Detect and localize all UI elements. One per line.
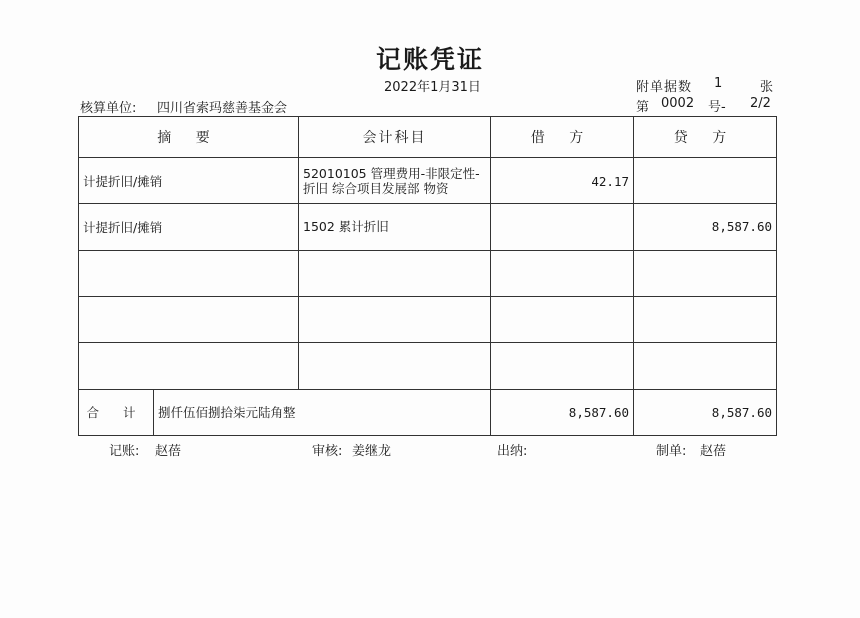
voucher-page: 2/2 xyxy=(750,96,771,111)
total-row xyxy=(79,389,777,435)
row-account-line1: 1502 累计折旧 xyxy=(303,219,389,235)
col-header-summary: 摘 要 xyxy=(79,117,299,158)
table-row xyxy=(79,204,777,250)
row-account-line1: 52010105 管理费用-非限定性- xyxy=(303,165,480,181)
voucher-table xyxy=(78,116,777,436)
voucher-number-suffix: 号- xyxy=(708,100,726,115)
total-amount-words: 捌仟伍佰捌拾柒元陆角整 xyxy=(154,389,491,435)
attachments-unit: 张 xyxy=(760,80,774,95)
bookkeeper-name: 赵蓓 xyxy=(155,444,182,459)
voucher-title: 记账凭证 xyxy=(375,45,484,74)
row-summary xyxy=(79,343,299,389)
row-account xyxy=(299,296,491,342)
table-row xyxy=(79,343,777,389)
row-credit xyxy=(634,296,777,342)
unit-label: 核算单位: xyxy=(80,101,137,116)
row-debit xyxy=(491,296,634,342)
row-debit xyxy=(491,204,634,250)
row-credit xyxy=(634,250,777,296)
table-header-row xyxy=(79,117,777,158)
reviewer-label: 审核: xyxy=(312,444,343,459)
col-header-account: 会计科目 xyxy=(299,117,491,158)
preparer-name: 赵蓓 xyxy=(700,444,727,459)
row-account xyxy=(299,204,491,250)
row-credit xyxy=(634,158,777,204)
row-account xyxy=(299,158,491,204)
voucher-number: 0002 xyxy=(661,96,695,111)
row-debit xyxy=(491,250,634,296)
row-summary xyxy=(79,296,299,342)
row-summary xyxy=(79,250,299,296)
cashier-label: 出纳: xyxy=(497,444,528,459)
row-credit xyxy=(634,343,777,389)
unit-value: 四川省索玛慈善基金会 xyxy=(157,101,288,116)
row-debit xyxy=(491,343,634,389)
row-summary: 计提折旧/摊销 xyxy=(79,158,299,204)
row-account xyxy=(299,343,491,389)
col-header-debit: 借 方 xyxy=(491,117,634,158)
voucher-number-prefix: 第 xyxy=(636,100,650,115)
total-credit: 8,587.60 xyxy=(634,389,777,435)
table-row xyxy=(79,250,777,296)
attachments-count: 1 xyxy=(714,76,723,91)
row-account xyxy=(299,250,491,296)
row-summary: 计提折旧/摊销 xyxy=(79,204,299,250)
row-credit: 8,587.60 xyxy=(634,204,777,250)
preparer-label: 制单: xyxy=(656,444,687,459)
table-row xyxy=(79,158,777,204)
table-row xyxy=(79,296,777,342)
bookkeeper-label: 记账: xyxy=(109,444,140,459)
reviewer-name: 姜继龙 xyxy=(352,444,392,459)
row-debit: 42.17 xyxy=(491,158,634,204)
attachments-label: 附单据数 xyxy=(636,80,693,95)
total-label: 合 计 xyxy=(79,389,154,435)
total-debit: 8,587.60 xyxy=(491,389,634,435)
col-header-credit: 贷 方 xyxy=(634,117,777,158)
voucher-date: 2022年1月31日 xyxy=(384,80,481,95)
row-account-line2: 折旧 综合项目发展部 物资 xyxy=(303,180,449,196)
